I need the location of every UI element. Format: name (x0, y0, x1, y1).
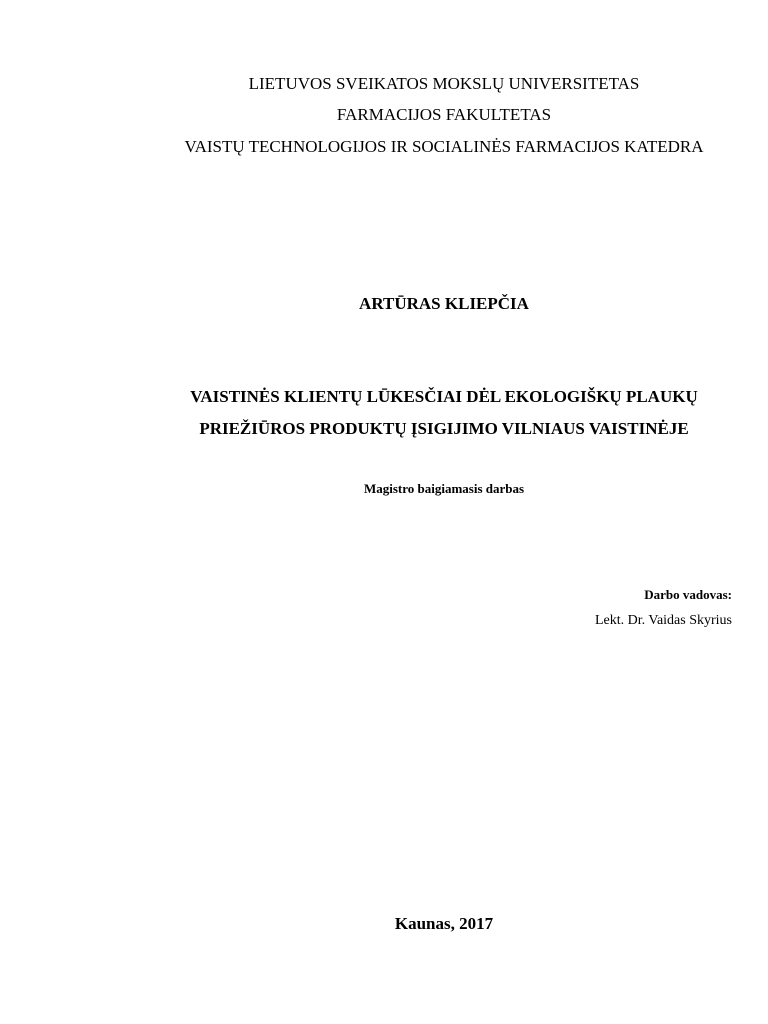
university-name: LIETUVOS SVEIKATOS MOKSLŲ UNIVERSITETAS (248, 74, 640, 93)
thesis-title-line-2: PRIEŽIŪROS PRODUKTŲ ĮSIGIJIMO VILNIAUS VAISTINĖJE (199, 419, 689, 438)
author-name: ARTŪRAS KLIEPČIA (359, 294, 529, 313)
department-name: VAISTŲ TECHNOLOGIJOS IR SOCIALINĖS FARMACIJOS KATEDRA (184, 137, 704, 156)
thesis-title-line-1: VAISTINĖS KLIENTŲ LŪKESČIAI DĖL EKOLOGIŠKŲ PLAUKŲ (190, 387, 698, 406)
place-and-year: Kaunas, 2017 (394, 914, 494, 933)
faculty-name: FARMACIJOS FAKULTETAS (336, 105, 552, 124)
work-type: Magistro baigiamasis darbas (363, 481, 525, 496)
supervisor-label: Darbo vadovas: (644, 587, 732, 602)
supervisor-name: Lekt. Dr. Vaidas Skyrius (594, 613, 732, 628)
